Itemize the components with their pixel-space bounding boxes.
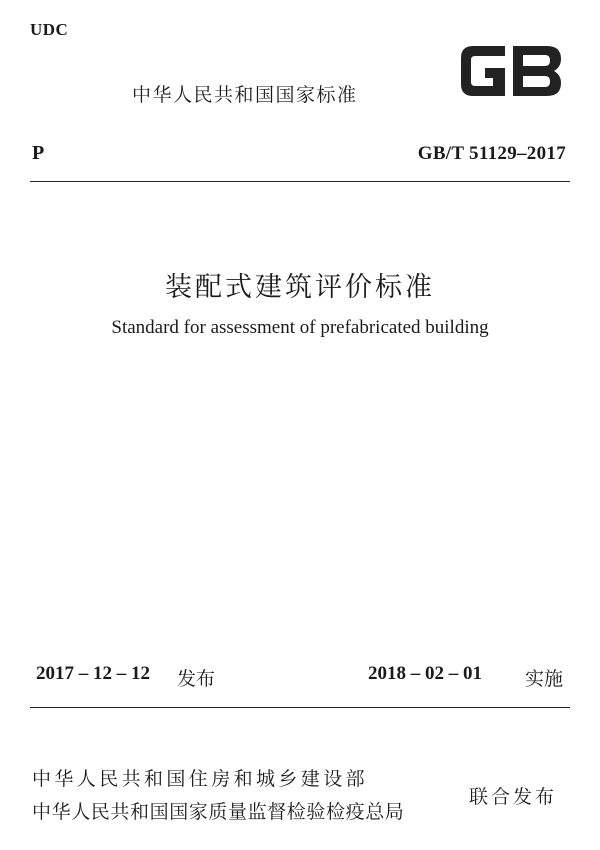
udc-label: UDC xyxy=(30,20,69,39)
issuer-administration: 中华人民共和国国家质量监督检验检疫总局 xyxy=(32,801,405,823)
issue-date: 2017 – 12 – 12 xyxy=(36,663,150,684)
document-title-en: Standard for assessment of prefabricated building xyxy=(111,317,489,338)
issue-label: 发布 xyxy=(177,668,216,690)
bottom-divider xyxy=(30,707,570,708)
gb-logo xyxy=(455,40,567,102)
implementation-label: 实施 xyxy=(525,668,564,690)
national-standard-title: 中华人民共和国国家标准 xyxy=(132,84,358,106)
standard-number: GB/T 51129–2017 xyxy=(417,143,566,164)
top-divider xyxy=(30,181,570,182)
joint-issue-label: 联合发布 xyxy=(469,786,558,808)
implementation-date: 2018 – 02 – 01 xyxy=(368,663,482,684)
issuer-ministry: 中华人民共和国住房和城乡建设部 xyxy=(32,768,369,790)
category-code: P xyxy=(32,142,45,164)
document-title-cn: 装配式建筑评价标准 xyxy=(165,272,435,303)
